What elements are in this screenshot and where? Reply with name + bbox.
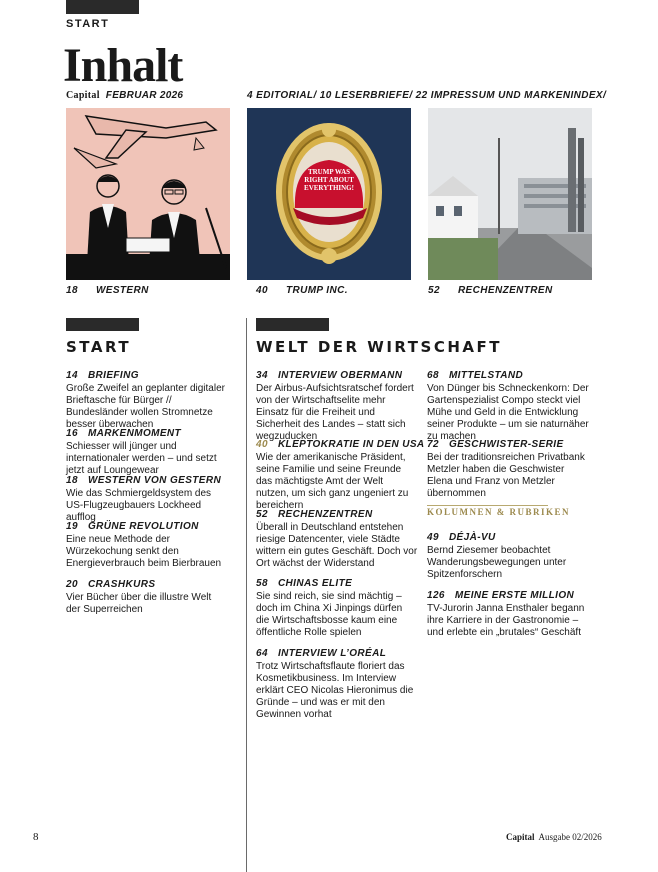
issue-line xyxy=(66,90,183,101)
entry-page: 58 xyxy=(256,578,268,589)
caption-num: 40 xyxy=(256,285,268,296)
entry-text: Bei der traditionsreichen Privatbank Metzler haben die Geschwister Elena und Franz von Metzler übernommen xyxy=(427,452,585,499)
entry-page: 68 xyxy=(427,370,439,381)
footer-brand: Capital xyxy=(506,832,535,842)
column-divider xyxy=(246,318,247,872)
caption-num: 52 xyxy=(428,285,440,296)
entry-title: MEINE ERSTE MILLION xyxy=(454,590,575,601)
cap-slogan: TRUMP WAS RIGHT ABOUT EVERYTHING! xyxy=(304,168,354,192)
welt-section-bar xyxy=(256,318,329,331)
caption-label: WESTERN xyxy=(95,285,149,296)
entry-text: Schiesser will jünger und internationaler werden – und setzt jetzt auf Loungewear xyxy=(66,441,217,476)
entry-title: KLEPTOKRATIE IN DEN USA xyxy=(277,439,425,450)
entry-page: 126 xyxy=(427,590,445,601)
entry-title: INTERVIEW L’ORÉAL xyxy=(277,648,387,659)
toc-entry[interactable] xyxy=(256,577,418,639)
entry-title: INTERVIEW OBERMANN xyxy=(277,370,403,381)
top-bar xyxy=(66,0,139,14)
kolumnen-heading: KOLUMNEN & RUBRIKEN xyxy=(427,507,571,517)
entry-title: WESTERN VON GESTERN xyxy=(87,475,222,486)
toc-entry[interactable] xyxy=(427,589,589,639)
entry-text: Von Dünger bis Schneckenkorn: Der Gartenspezialist Compo steckt viel Mühe und Geld in die Entwicklung seiner Produkte – um sie naturnäher zu machen xyxy=(427,383,589,442)
toc-entry[interactable] xyxy=(427,369,589,443)
kolumnen-rule xyxy=(427,505,548,506)
entry-title: GESCHWISTER-SERIE xyxy=(448,439,564,450)
page-title: Inhalt xyxy=(63,39,183,92)
entry-page: 40 xyxy=(256,439,268,450)
start-heading: START xyxy=(66,338,132,356)
entry-text: Eine neue Methode der Würzekochung senkt den Energieverbrauch beim Bierbrauen xyxy=(66,534,222,569)
entry-text: Sie sind reich, sie sind mächtig – doch im China Xi Jinpings dürfen die Wirtschaftsbosse kaum eine öffentliche Rolle spielen xyxy=(256,591,403,638)
caption-label: RECHENZENTREN xyxy=(457,285,553,296)
toc-entry[interactable] xyxy=(66,369,228,431)
caption-rechenzentren[interactable] xyxy=(428,285,553,296)
datacenter-image xyxy=(428,108,592,280)
toc-entry[interactable] xyxy=(427,438,589,500)
entry-title: MARKENMOMENT xyxy=(87,428,182,439)
toc-entry[interactable] xyxy=(66,427,228,477)
entry-text: TV-Jurorin Janna Ensthaler begann ihre Karriere in der Gastronomie – und erlebte ein „brutales“ Geschäft xyxy=(427,603,585,638)
entry-title: RECHENZENTREN xyxy=(277,509,373,520)
western-illustration[interactable] xyxy=(66,108,230,280)
entry-title: DÉJÀ-VU xyxy=(448,532,496,543)
entry-page: 52 xyxy=(256,509,268,520)
entry-title: GRÜNE REVOLUTION xyxy=(87,521,199,532)
caption-western[interactable] xyxy=(66,285,149,296)
toc-entry[interactable] xyxy=(66,578,228,616)
page-number: 8 xyxy=(33,831,39,843)
toc-entry[interactable] xyxy=(256,508,418,570)
entry-title: BRIEFING xyxy=(87,370,139,381)
entry-text: Vier Bücher über die illustre Welt der Superreichen xyxy=(66,592,212,615)
datacenter-photo[interactable] xyxy=(428,108,592,280)
entry-text: Wie der amerikanische Präsident, seine Familie und seine Freunde das mächtigste Amt der Welt nutzen, um sich ganz ungeniert zu bereichern xyxy=(256,452,409,511)
entry-title: MITTELSTAND xyxy=(448,370,524,381)
entry-text: Bernd Ziesemer beobachtet Wanderungsbewegungen unter Spitzenforschern xyxy=(427,545,567,580)
entry-page: 14 xyxy=(66,370,78,381)
toc-entry[interactable] xyxy=(256,369,418,443)
footer-issue-text: Ausgabe 02/2026 xyxy=(538,832,602,842)
entry-page: 64 xyxy=(256,648,268,659)
issue-date: FEBRUAR 2026 xyxy=(105,90,184,101)
entry-text: Große Zweifel an geplanter digitaler Brieftasche für Bürger // Bundesländer wollen Stromnetze besser überwachen xyxy=(66,383,225,430)
entry-page: 72 xyxy=(427,439,439,450)
toc-entry[interactable] xyxy=(427,531,589,581)
western-comic-image xyxy=(66,108,230,280)
caption-label: TRUMP INC. xyxy=(285,285,348,296)
cover-nav[interactable]: 4 EDITORIAL/ 10 LESERBRIEFE/ 22 IMPRESSUM UND MARKENINDEX/ xyxy=(247,90,607,101)
section-kicker: START xyxy=(66,18,110,30)
brand-name: Capital xyxy=(66,90,100,101)
entry-title: CRASHKURS xyxy=(87,579,156,590)
entry-title: CHINAS ELITE xyxy=(277,578,353,589)
toc-entry[interactable] xyxy=(256,438,425,512)
toc-entry[interactable] xyxy=(66,474,228,524)
entry-text: Der Airbus-Aufsichtsratschef fordert von der Wirtschaftselite mehr Einsatz für die Freiheit und Sicherheit des Landes – statt sich wegzuducken xyxy=(256,383,414,442)
trump-cap-photo[interactable] xyxy=(247,108,411,280)
entry-page: 18 xyxy=(66,475,78,486)
toc-entry[interactable] xyxy=(66,520,228,570)
entry-text: Trotz Wirtschaftsflaute floriert das Kosmetikbusiness. Im Interview erklärt CEO Nicolas Hieronimus die Gründe – und was er mit den Gewinnen vorhat xyxy=(256,661,414,720)
entry-page: 34 xyxy=(256,370,268,381)
entry-page: 16 xyxy=(66,428,78,439)
toc-entry[interactable] xyxy=(256,647,418,721)
welt-heading: WELT DER WIRTSCHAFT xyxy=(256,338,502,356)
start-section-bar xyxy=(66,318,139,331)
footer-issue xyxy=(506,832,602,842)
entry-page: 49 xyxy=(427,532,439,543)
entry-page: 19 xyxy=(66,521,78,532)
entry-page: 20 xyxy=(66,579,78,590)
caption-trump[interactable] xyxy=(256,285,348,296)
trump-cap-image xyxy=(247,108,411,280)
caption-num: 18 xyxy=(66,285,78,296)
entry-text: Wie das Schmiergeldsystem des US-Flugzeugbauers Lockheed aufflog xyxy=(66,488,212,523)
entry-text: Überall in Deutschland entstehen riesige Datencenter, viele Städte wittern ein gutes Geschäft. Doch vor Ort wächst der Widerstand xyxy=(256,522,418,569)
